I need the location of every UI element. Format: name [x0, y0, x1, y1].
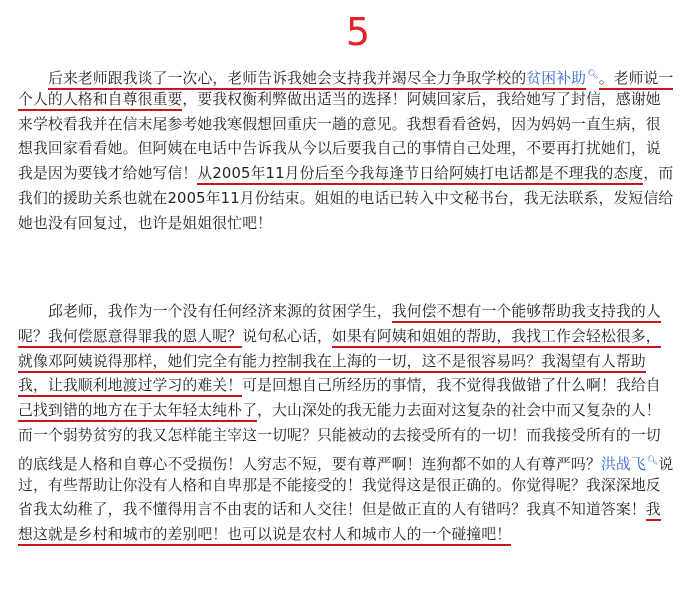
paragraph-line [18, 300, 678, 325]
poverty-subsidy-link[interactable]: 贫困补助 [526, 70, 586, 90]
text-span: ，要我权衡利弊做出适当的选择！阿姨回家后，我给她写了封信，感谢她 [182, 90, 661, 108]
paragraph-line [18, 374, 678, 399]
text-span: 而一个弱势贫穷的我又怎样能主宰这一切呢？只能被动的去接受所有的一切！而我接受所有的一切 [18, 426, 661, 444]
text-span: 省我太幼稚了，我不懂得用言不由衷的话和人交往！但是做正直的人有错吗？我真不知道答案！ [18, 501, 646, 519]
underlined-text: 呢？我何偿愿意得罪我的恩人呢？ [18, 328, 242, 348]
text-span: 我们的援助关系也就在2005年11月份结束。姐姐的电话已转入中文秘书台，我无法联系，发短信给 [18, 189, 674, 207]
paragraph-line [18, 474, 678, 499]
paragraph-line [18, 162, 678, 187]
text-span: 说句私心话， [242, 327, 332, 345]
underlined-text: 我 [646, 501, 661, 521]
text-span: 过，有些帮助让你没有人格和自卑那是不能接受的！我觉得这是很正确的。你觉得呢？我深深地反 [18, 476, 661, 494]
underlined-text: 。老师说一 [599, 70, 674, 90]
paragraph-2 [18, 300, 678, 548]
underlined-text: 我何偿不想有一个能够帮助我支持我的人 [392, 303, 661, 323]
paragraph-line [18, 113, 678, 138]
text-span: ，而 [643, 165, 674, 183]
search-link-icon[interactable]: 🔍︎ [587, 70, 599, 80]
text-span: 说 [658, 455, 674, 473]
text-span: 来学校看我并在信末尾参考她我寒假想回重庆一趟的意见。我想看看爸妈，因为妈妈一直生病，很 [18, 115, 661, 133]
text-span: 想我回家看看她。但阿姨在电话中告诉我从今以后要我自己的事情自己处理，不要再打扰她们，说 [18, 140, 661, 158]
underlined-text: 个人的人格和自尊很重要 [18, 91, 182, 111]
paragraph-line [18, 424, 678, 449]
text-span: 可是回想自己所经历的事情，我不觉得我做错了什么啊！我给自 [242, 377, 661, 395]
paragraph-line [18, 88, 678, 113]
paragraph-line [18, 350, 678, 375]
paragraph-line [18, 325, 678, 350]
underlined-text: 后来老师跟我谈了一次心，老师告诉我她会支持我并竭尽全力争取学校的 [48, 70, 526, 90]
text-span: 的底线是人格和自尊心不受损伤！人穷志不短，要有尊严啊！连狗都不如的人有尊严吗？ [18, 455, 601, 473]
paragraph-1 [18, 63, 678, 237]
underlined-text: 想这就是乡村和城市的差别吧！也可以说是农村人和城市人的一个碰撞吧！ [18, 526, 511, 546]
paragraph-line [18, 399, 678, 424]
person-name-link[interactable]: 洪战飞 [600, 455, 646, 473]
paragraph-line [18, 212, 678, 237]
paragraph-line [18, 187, 678, 212]
underlined-text: 我渴望有人帮助 [541, 353, 646, 373]
underlined-text: 我，让我顺利地渡过学习的难关！ [18, 377, 242, 397]
paragraph-line [18, 63, 678, 88]
paragraph-line [18, 523, 678, 548]
paragraph-line [18, 498, 678, 523]
page-number: 5 [345, 10, 371, 54]
paragraph-line [18, 449, 678, 474]
search-link-icon[interactable]: 🔍︎ [646, 455, 659, 466]
paragraph-line [18, 137, 678, 162]
text-span: 邱老师，我作为一个没有任何经济来源的贫困学生， [48, 303, 392, 320]
underlined-text: 己找到错的地方在于太年轻太纯朴了 [18, 402, 257, 422]
text-span: ，大山深处的我无能力去面对这复杂的社会中而又复杂的人！ [257, 402, 661, 420]
text-span: 她也没有回复过，也许是姐姐很忙吧！ [18, 214, 273, 232]
underlined-text: 就像邓阿姨说得那样，她们完全有能力控制我在上海的一切，这不是很容易吗？ [18, 353, 541, 373]
text-span: 我是因为要钱才给她写信！ [18, 165, 198, 183]
underlined-text: 如果有阿姨和姐姐的帮助，我找工作会轻松很多， [332, 328, 661, 348]
underlined-text: 从2005年11月份后至今我每逢节日给阿姨打电话都是不理我的态度 [197, 165, 643, 185]
